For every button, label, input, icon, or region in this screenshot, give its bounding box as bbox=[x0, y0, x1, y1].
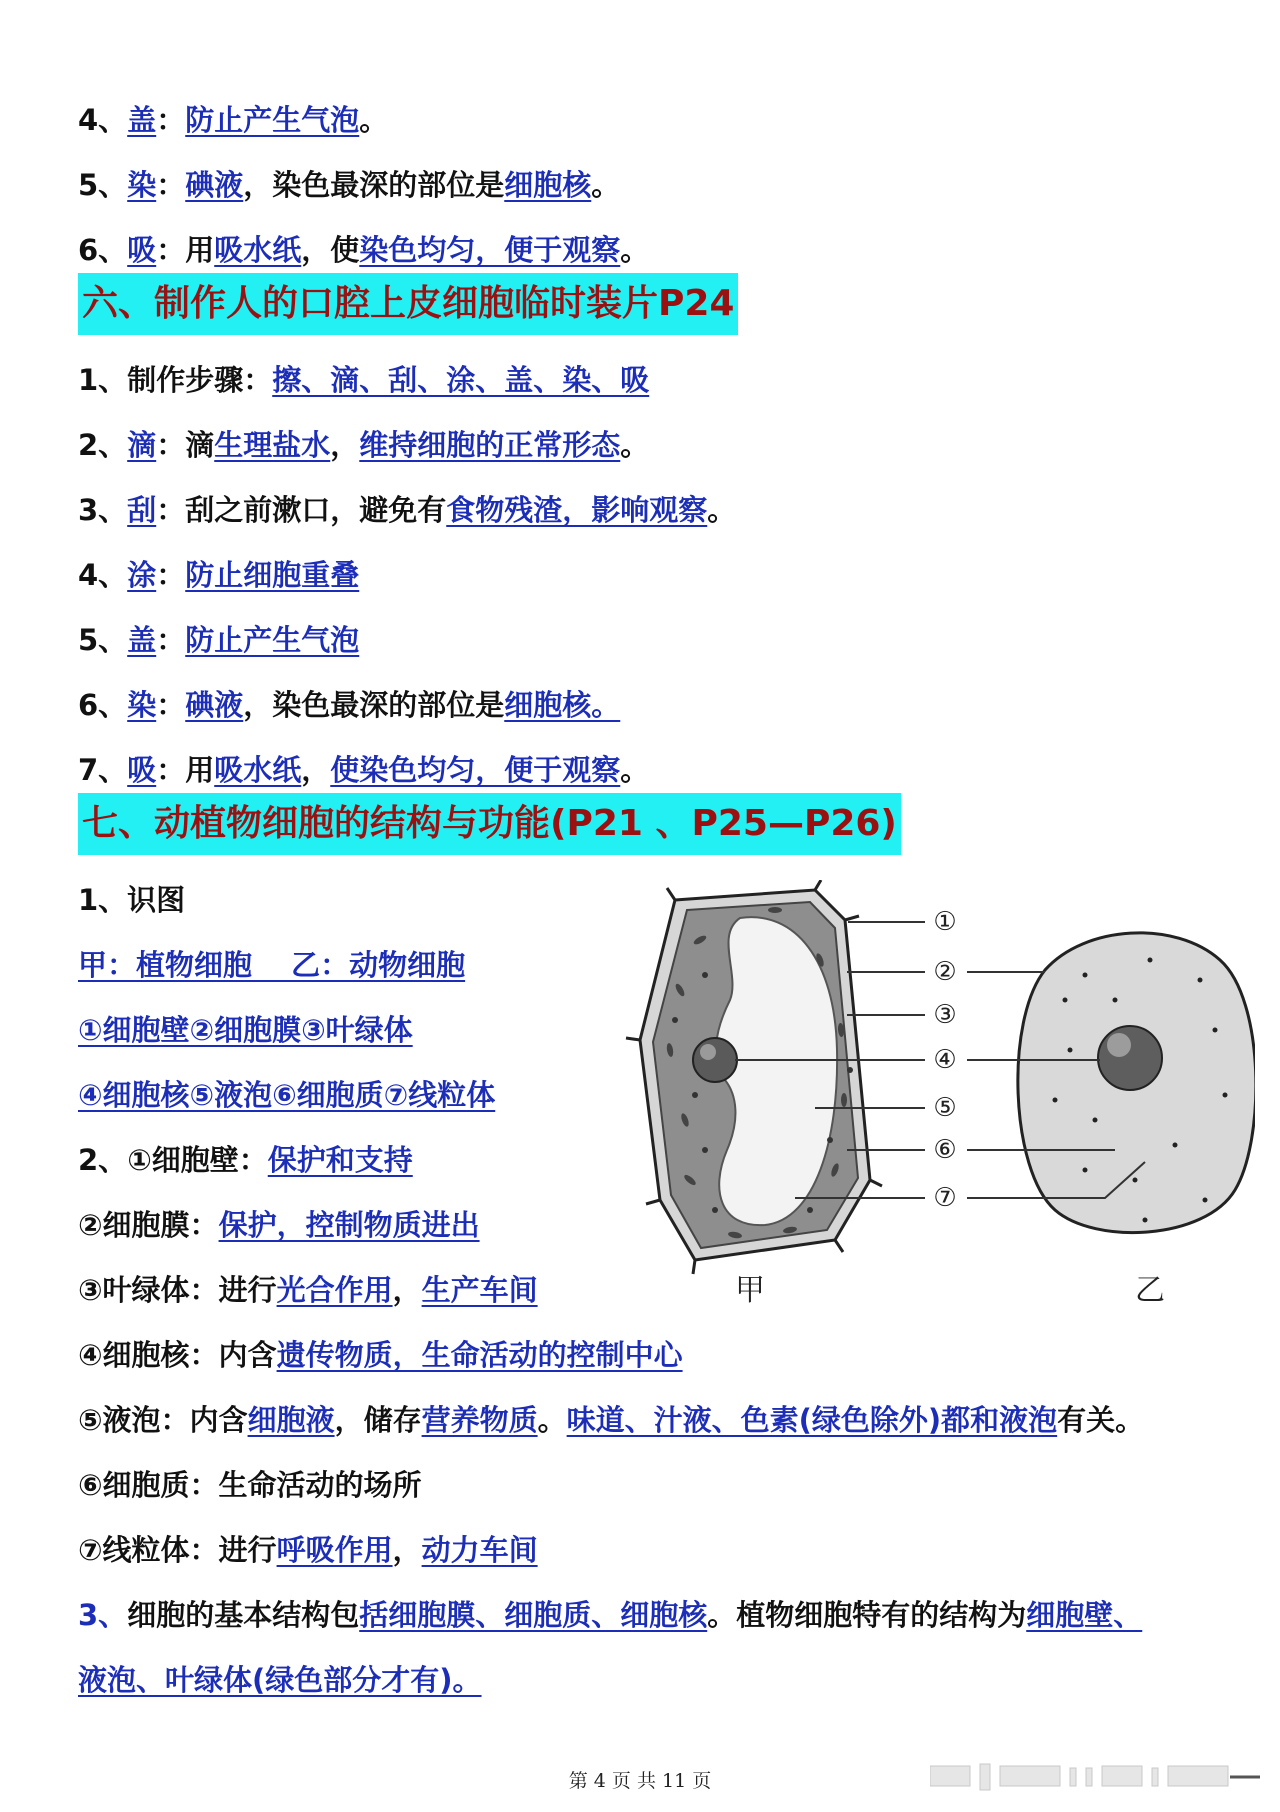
step-keyword: 染 bbox=[127, 688, 157, 722]
plant-nucleus bbox=[693, 1038, 737, 1082]
item-number: 2、 bbox=[78, 428, 128, 462]
answer-text: 碘液 bbox=[185, 168, 244, 202]
list-item bbox=[78, 620, 359, 660]
step-keyword: 吸 bbox=[127, 753, 157, 787]
separator: ： bbox=[156, 558, 186, 592]
separator: ： bbox=[156, 753, 186, 787]
step-keyword: 刮 bbox=[127, 493, 157, 527]
plain-text: 。 bbox=[620, 428, 650, 462]
page-number: 第 4 页 共 11 页 bbox=[568, 1770, 712, 1792]
plain-text: ②细胞膜： bbox=[78, 1208, 219, 1242]
list-item bbox=[78, 425, 649, 465]
item-number: 6、 bbox=[78, 233, 128, 267]
answer-text: 细胞核 bbox=[504, 168, 592, 202]
answer-text: 使染色均匀，便于观察 bbox=[330, 753, 621, 787]
answer-text: 保护，控制物质进出 bbox=[218, 1208, 480, 1242]
answer-text: 碘液 bbox=[185, 688, 244, 722]
basic-structure-line bbox=[78, 1595, 1142, 1635]
watermark-bars bbox=[930, 1762, 1260, 1792]
item-number: 1、 bbox=[78, 363, 128, 397]
separator: ： bbox=[156, 428, 186, 462]
answer-text: 味道、汁液、色素(绿色除外)都和液泡 bbox=[566, 1403, 1058, 1437]
function-item bbox=[78, 1465, 422, 1505]
list-item bbox=[78, 685, 620, 725]
list-item bbox=[78, 230, 649, 270]
plain-text: 。 bbox=[537, 1403, 567, 1437]
answer-text: 防止产生气泡 bbox=[185, 103, 360, 137]
diagram-label: ② bbox=[933, 957, 957, 987]
separator: ： bbox=[156, 168, 186, 202]
animal-cell bbox=[1018, 933, 1255, 1233]
answer-text: 光合作用 bbox=[276, 1273, 393, 1307]
basic-structure-line bbox=[78, 1660, 482, 1700]
answer-text: 遗传物质，生命活动的控制中心 bbox=[276, 1338, 683, 1372]
answer-text: 吸水纸 bbox=[214, 233, 302, 267]
function-item bbox=[78, 1205, 480, 1245]
list-item bbox=[78, 100, 388, 140]
basic-structure-parts-1 bbox=[127, 1598, 1142, 1632]
item-number: 2、 bbox=[78, 1143, 128, 1177]
plain-text: ⑤液泡：内含 bbox=[78, 1403, 248, 1437]
item-number: 7、 bbox=[78, 753, 128, 787]
answer-text: 呼吸作用 bbox=[276, 1533, 393, 1567]
item-number: 5、 bbox=[78, 623, 128, 657]
list-item bbox=[78, 360, 649, 400]
answer-text: 食物残渣，影响观察 bbox=[446, 493, 708, 527]
plain-text: ，使 bbox=[301, 233, 360, 267]
separator: ： bbox=[156, 103, 186, 137]
answer-text: 维持细胞的正常形态 bbox=[359, 428, 621, 462]
answer-text: 细胞核。 bbox=[504, 688, 621, 722]
plain-text: ，染色最深的部位是 bbox=[243, 168, 505, 202]
function-item bbox=[78, 1270, 538, 1310]
answer-text: 括细胞膜、细胞质、细胞核 bbox=[359, 1598, 708, 1632]
plain-text: 刮之前漱口，避免有 bbox=[185, 493, 447, 527]
basic-structure-parts-2 bbox=[78, 1663, 482, 1697]
plain-text: 用 bbox=[185, 233, 215, 267]
answer-text: 细胞壁、 bbox=[1026, 1598, 1143, 1632]
part-names-answer bbox=[78, 1010, 413, 1050]
diagram-label: ④ bbox=[933, 1045, 957, 1075]
diagram-label: ① bbox=[933, 907, 957, 937]
plain-text: 制作步骤： bbox=[127, 363, 273, 397]
separator: ： bbox=[156, 493, 186, 527]
item-number: 4、 bbox=[78, 558, 128, 592]
cell-diagram bbox=[615, 880, 1255, 1310]
diagram-label: ③ bbox=[933, 1000, 957, 1030]
plain-text: 。 bbox=[591, 168, 621, 202]
plain-text: 细胞的基本结构包 bbox=[127, 1598, 360, 1632]
answer-text: 擦、滴、刮、涂、盖、染、吸 bbox=[272, 363, 650, 397]
animal-nucleus bbox=[1098, 1026, 1162, 1090]
answer-text: 防止细胞重叠 bbox=[185, 558, 360, 592]
plain-text: 。 bbox=[707, 493, 737, 527]
function-item bbox=[78, 1140, 413, 1180]
step-keyword: 滴 bbox=[127, 428, 157, 462]
plain-text: 滴 bbox=[185, 428, 215, 462]
diagram-label: ⑦ bbox=[933, 1183, 957, 1213]
plain-text: ，染色最深的部位是 bbox=[243, 688, 505, 722]
plain-text: ， bbox=[330, 428, 360, 462]
plain-text: ， bbox=[392, 1533, 422, 1567]
item-number: 5、 bbox=[78, 168, 128, 202]
separator: ： bbox=[156, 688, 186, 722]
plain-text: ④细胞核：内含 bbox=[78, 1338, 277, 1372]
item-number: 3、 bbox=[78, 493, 128, 527]
step-keyword: 盖 bbox=[127, 103, 157, 137]
plain-text: 。 bbox=[620, 753, 650, 787]
list-item bbox=[78, 490, 736, 530]
diagram-label: ⑥ bbox=[933, 1135, 957, 1165]
list-item bbox=[78, 165, 620, 205]
plain-text: ， bbox=[392, 1273, 422, 1307]
section-heading: 七、动植物细胞的结构与功能(P21 、P25—P26) bbox=[78, 793, 901, 855]
list-item bbox=[78, 750, 649, 790]
plain-text: 。 bbox=[620, 233, 650, 267]
cell-type-answer-text: 甲：植物细胞 乙：动物细胞 bbox=[78, 948, 466, 982]
diagram-label: ⑤ bbox=[933, 1093, 957, 1123]
part-names-answer bbox=[78, 1075, 495, 1115]
plain-text: ⑦线粒体：进行 bbox=[78, 1533, 277, 1567]
function-item bbox=[78, 1530, 538, 1570]
animal-cell-caption: 乙 bbox=[1135, 1273, 1165, 1308]
item-number: 6、 bbox=[78, 688, 128, 722]
part-names-text: ④细胞核⑤液泡⑥细胞质⑦线粒体 bbox=[78, 1078, 496, 1112]
step-keyword: 吸 bbox=[127, 233, 157, 267]
plain-text: ，储存 bbox=[334, 1403, 422, 1437]
item-number: 3、 bbox=[78, 1598, 128, 1632]
plain-text: 。 bbox=[359, 103, 389, 137]
plain-text: 用 bbox=[185, 753, 215, 787]
answer-text: 营养物质 bbox=[421, 1403, 538, 1437]
answer-text: 动力车间 bbox=[421, 1533, 538, 1567]
separator: ： bbox=[156, 623, 186, 657]
cell-type-answer bbox=[78, 945, 465, 985]
answer-text: 吸水纸 bbox=[214, 753, 302, 787]
plain-text: ， bbox=[301, 753, 331, 787]
plain-text: ③叶绿体：进行 bbox=[78, 1273, 277, 1307]
plain-text: ⑥细胞质：生命活动的场所 bbox=[78, 1468, 422, 1502]
step-keyword: 涂 bbox=[127, 558, 157, 592]
answer-text: 生产车间 bbox=[421, 1273, 538, 1307]
plain-text: ①细胞壁： bbox=[127, 1143, 268, 1177]
step-keyword: 盖 bbox=[127, 623, 157, 657]
plain-text: 有关。 bbox=[1057, 1403, 1145, 1437]
answer-text: 染色均匀，便于观察 bbox=[359, 233, 621, 267]
list-item bbox=[78, 555, 359, 595]
part-names-text: ①细胞壁②细胞膜③叶绿体 bbox=[78, 1013, 413, 1047]
answer-text: 生理盐水 bbox=[214, 428, 331, 462]
function-item bbox=[78, 1400, 1144, 1440]
step-keyword: 染 bbox=[127, 168, 157, 202]
identify-label: 1、识图 bbox=[78, 883, 186, 917]
answer-text: 细胞液 bbox=[247, 1403, 335, 1437]
item-number: 4、 bbox=[78, 103, 128, 137]
section-heading: 六、制作人的口腔上皮细胞临时装片P24 bbox=[78, 273, 738, 335]
plant-cell-caption: 甲 bbox=[735, 1273, 765, 1308]
function-item bbox=[78, 1335, 683, 1375]
answer-text: 液泡、叶绿体(绿色部分才有)。 bbox=[78, 1663, 482, 1697]
separator: ： bbox=[156, 233, 186, 267]
answer-text: 防止产生气泡 bbox=[185, 623, 360, 657]
answer-text: 保护和支持 bbox=[267, 1143, 413, 1177]
plain-text: 。植物细胞特有的结构为 bbox=[707, 1598, 1027, 1632]
plant-cell bbox=[626, 880, 882, 1274]
